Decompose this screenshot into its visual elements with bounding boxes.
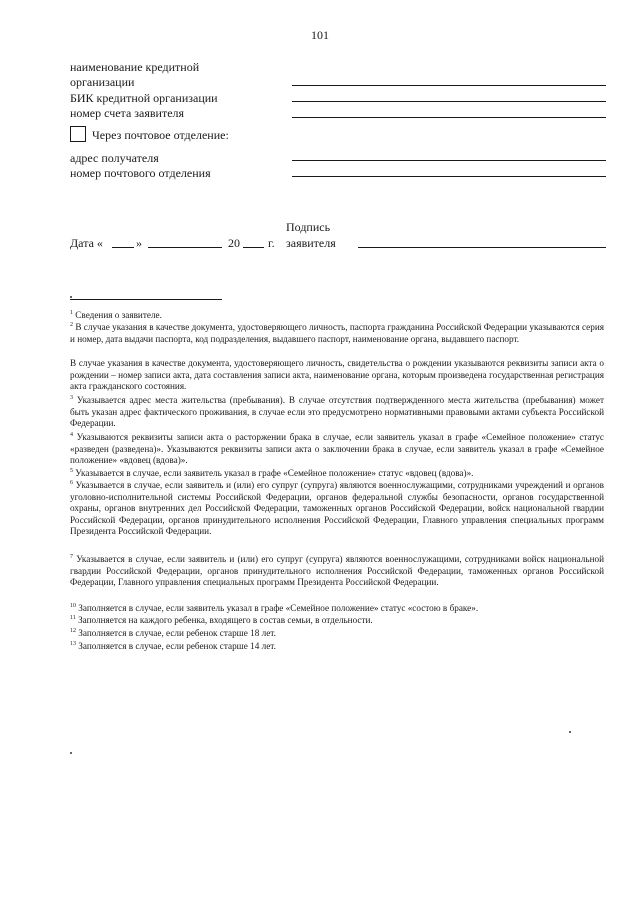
- footnote-2: $^2$ В случае указания в качестве документа, удостоверяющего личность, паспорта гражданина Российской Федерации указываются серия и номер, дата выдачи паспорта, код подразделения, выдавшего паспорт, наименование органа, выдавшего паспорт.: [70, 321, 604, 344]
- post-office-label: Через почтовое отделение:: [92, 128, 229, 142]
- signature-label-1: Подпись: [286, 220, 331, 234]
- year-suffix: г.: [268, 236, 275, 250]
- scan-speck: [569, 731, 571, 733]
- signature-field[interactable]: [358, 247, 606, 248]
- recipient-address-label: адрес получателя: [70, 151, 159, 165]
- signature-label-2: заявителя: [286, 236, 336, 250]
- credit-org-name-label-1: наименование кредитной: [70, 60, 200, 74]
- footnote-1: $^1$ Сведения о заявителе.: [70, 309, 162, 320]
- post-office-checkbox[interactable]: [70, 126, 86, 142]
- account-number-label: номер счета заявителя: [70, 106, 185, 120]
- footnote-3: $^3$ Указывается адрес места жительства (пребывания). В случае отсутствия подтвержденного места жительства (пребывания) может быть указан адрес фактического проживания, в случае если это предусмотрено нормативными правовыми актами субъекта Российской Федерации.: [70, 394, 604, 429]
- date-year-field[interactable]: [243, 247, 264, 248]
- footnote-separator: [70, 299, 222, 300]
- bik-field[interactable]: [292, 101, 606, 102]
- credit-org-name-field[interactable]: [292, 85, 606, 86]
- scan-speck: [70, 296, 72, 298]
- footnote-5: $^5$ Указывается в случае, если заявитель указал в графе «Семейное положение» статус «вдовец (вдова)».: [70, 467, 474, 478]
- footnote-2-continued: В случае указания в качестве документа, удостоверяющего личность, свидетельства о рождении указываются реквизиты записи акта о рождении – номер записи акта, дата составления записи акта, наименование органа, которым произведена государственная регистрация акта гражданского состояния.: [70, 358, 604, 392]
- account-number-field[interactable]: [292, 117, 606, 118]
- footnote-4: $^4$ Указываются реквизиты записи акта о расторжении брака в случае, если заявитель указал в графе «Семейное положение» статус «разведен (разведена)». Указываются реквизиты записи акта о заключении брака в случае, если заявитель указал в графе «Семейное положение» «вдовец (вдова)».: [70, 431, 605, 466]
- scan-speck: [70, 752, 72, 754]
- post-office-number-field[interactable]: [292, 176, 606, 177]
- footnote-10: $^{10}$ Заполняется в случае, если заявитель указал в графе «Семейное положение» статус «состою в браке».: [70, 602, 479, 613]
- footnote-12: $^{12}$ Заполняется в случае, если ребенок старше 18 лет.: [70, 627, 276, 638]
- credit-org-name-label-2: организации: [70, 75, 135, 89]
- date-label: Дата «: [70, 236, 103, 250]
- date-month-field[interactable]: [148, 247, 222, 248]
- footnote-11: $^{11}$ Заполняется на каждого ребенка, входящего в состав семьи, в отдельности.: [70, 614, 373, 625]
- footnote-13: $^{13}$ Заполняется в случае, если ребенок старше 14 лет.: [70, 640, 276, 651]
- footnote-7: $^7$ Указывается в случае, если заявитель и (или) его супруг (супруга) являются военнослужащими, сотрудниками войск национальной гвардии Российской Федерации, органов принудительного исполнения Российской Федерации, таможенных органов Российской Федерации, Главного управления специальных программ Президента Российской Федерации.: [70, 553, 604, 588]
- year-prefix: 20: [228, 236, 240, 250]
- date-close-quote: »: [136, 236, 142, 250]
- bik-label: БИК кредитной организации: [70, 91, 218, 105]
- post-office-number-label: номер почтового отделения: [70, 166, 211, 180]
- date-day-field[interactable]: [112, 247, 134, 248]
- page-number: 101: [311, 28, 329, 42]
- recipient-address-field[interactable]: [292, 160, 606, 161]
- footnote-6: $^6$ Указывается в случае, если заявитель и (или) его супруг (супруга) являются военнослужащими, сотрудниками учреждений и органов уголовно-исполнительной системы Российской Федерации, органов федеральной службы безопасности, органов государственной охраны, органов внутренних дел Российской Федерации, таможенных органов Российской Федерации, войск национальной гвардии Российской Федерации, органов принудительного исполнения Российской Федерации, Главного управления специальных программ Президента Российской Федерации.: [70, 479, 605, 537]
